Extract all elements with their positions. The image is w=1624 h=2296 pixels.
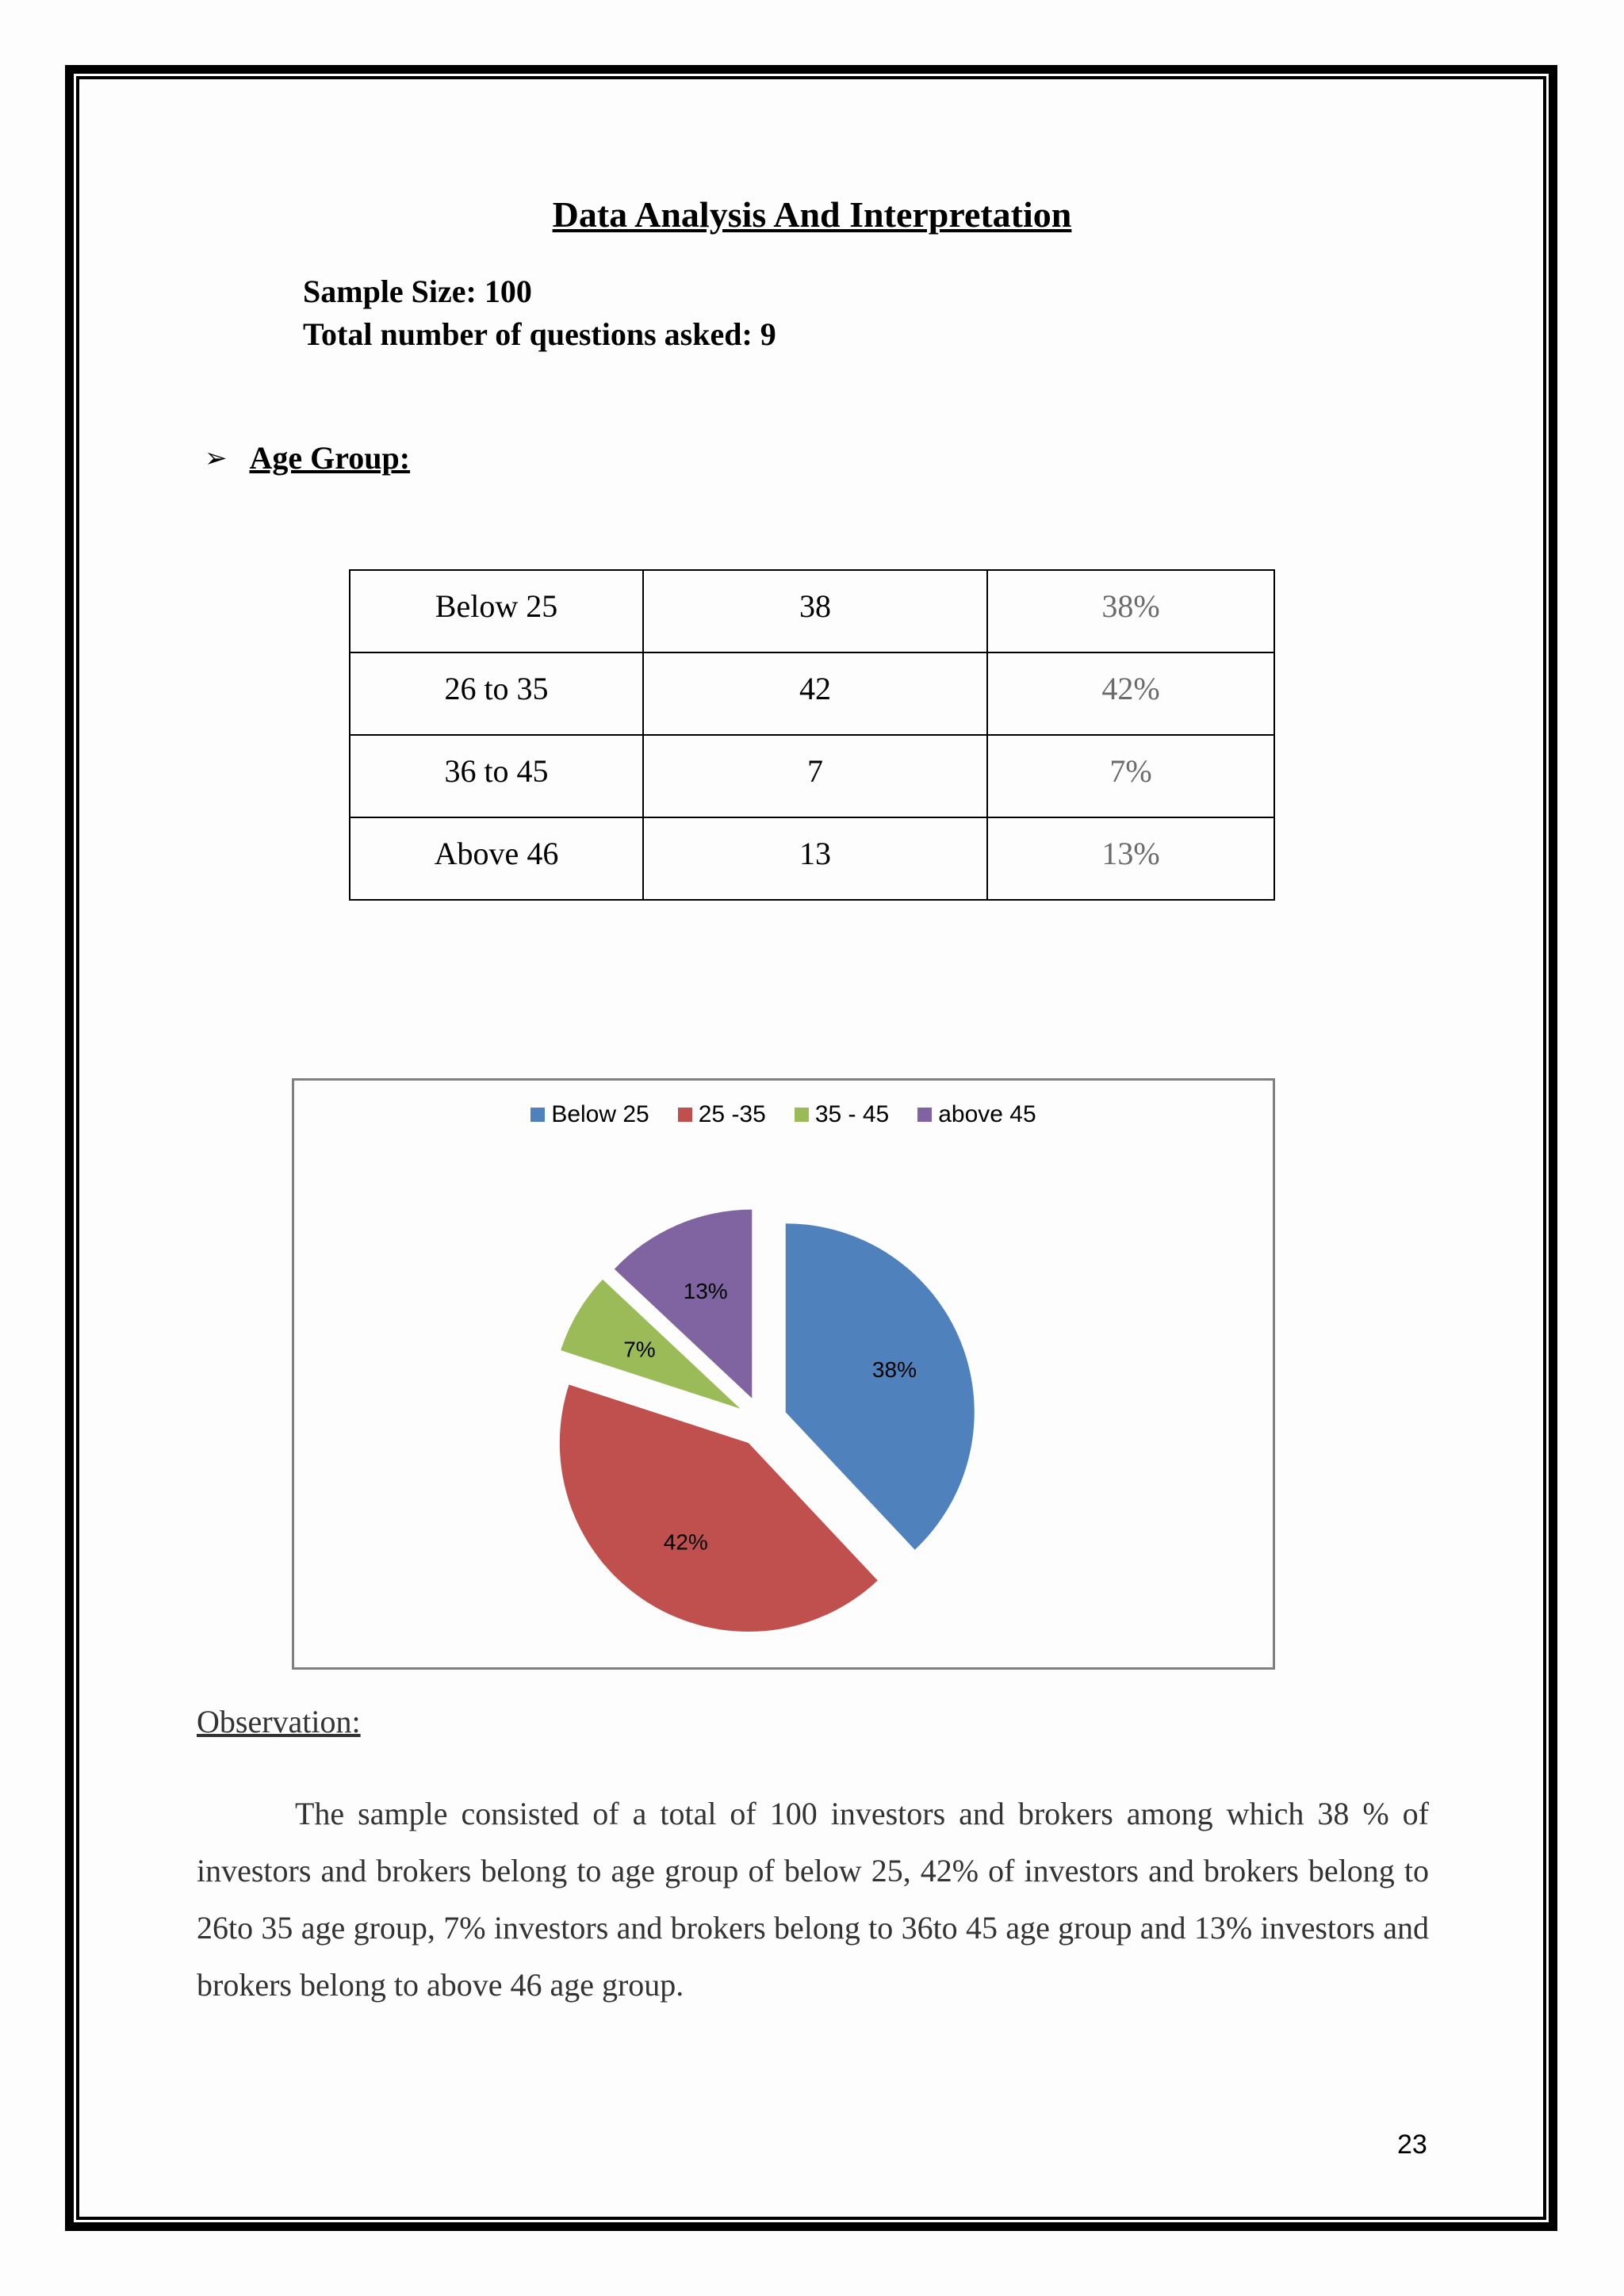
age-group-cell: 26 to 35: [350, 652, 643, 735]
pie-data-label: 13%: [683, 1279, 728, 1304]
count-cell: 42: [643, 652, 987, 735]
legend-label: 25 -35: [698, 1101, 766, 1127]
count-cell: 13: [643, 817, 987, 900]
age-group-cell: 36 to 45: [350, 735, 643, 817]
arrowhead-bullet-icon: ➢: [205, 442, 228, 474]
percent-cell: 38%: [987, 570, 1274, 652]
total-questions: Total number of questions asked: 9: [303, 316, 776, 352]
pie-svg: [294, 1081, 1273, 1667]
legend-label: 35 - 45: [814, 1101, 890, 1127]
age-group-cell: Below 25: [350, 570, 643, 652]
table-row: [350, 735, 1274, 817]
count-cell: 38: [643, 570, 987, 652]
age-group-cell: Above 46: [350, 817, 643, 900]
page-number: 23: [1397, 2130, 1427, 2160]
table-row: [350, 570, 1274, 652]
pie-slice: [786, 1223, 975, 1549]
observation-text: The sample consisted of a total of 100 investors and brokers among which 38 % of investors and brokers belong to age group of below 25, 42% of investors and brokers belong to 26to 35 age group, 7% investors and brokers belong to 36to 45 age group and 13% investors and brokers belong to above 46 age group.: [197, 1796, 1429, 2003]
legend-label: Below 25: [551, 1101, 649, 1127]
table-row: [350, 817, 1274, 900]
sample-size: Sample Size: 100: [303, 274, 532, 309]
pie-data-label: 38%: [871, 1357, 917, 1382]
observation-heading: Observation:: [197, 1704, 361, 1739]
age-group-table: [349, 569, 1275, 901]
count-cell: 7: [643, 735, 987, 817]
section-label: Age Group:: [249, 440, 411, 476]
table-row: [350, 652, 1274, 735]
percent-cell: 7%: [987, 735, 1274, 817]
legend-label: above 45: [938, 1101, 1036, 1127]
section-heading: [205, 439, 410, 476]
percent-cell: 13%: [987, 817, 1274, 900]
pie-data-label: 42%: [663, 1529, 708, 1555]
age-pie-chart: [292, 1078, 1275, 1670]
percent-cell: 42%: [987, 652, 1274, 735]
pie-data-label: 7%: [623, 1337, 656, 1362]
page-title: Data Analysis And Interpretation: [552, 194, 1072, 235]
